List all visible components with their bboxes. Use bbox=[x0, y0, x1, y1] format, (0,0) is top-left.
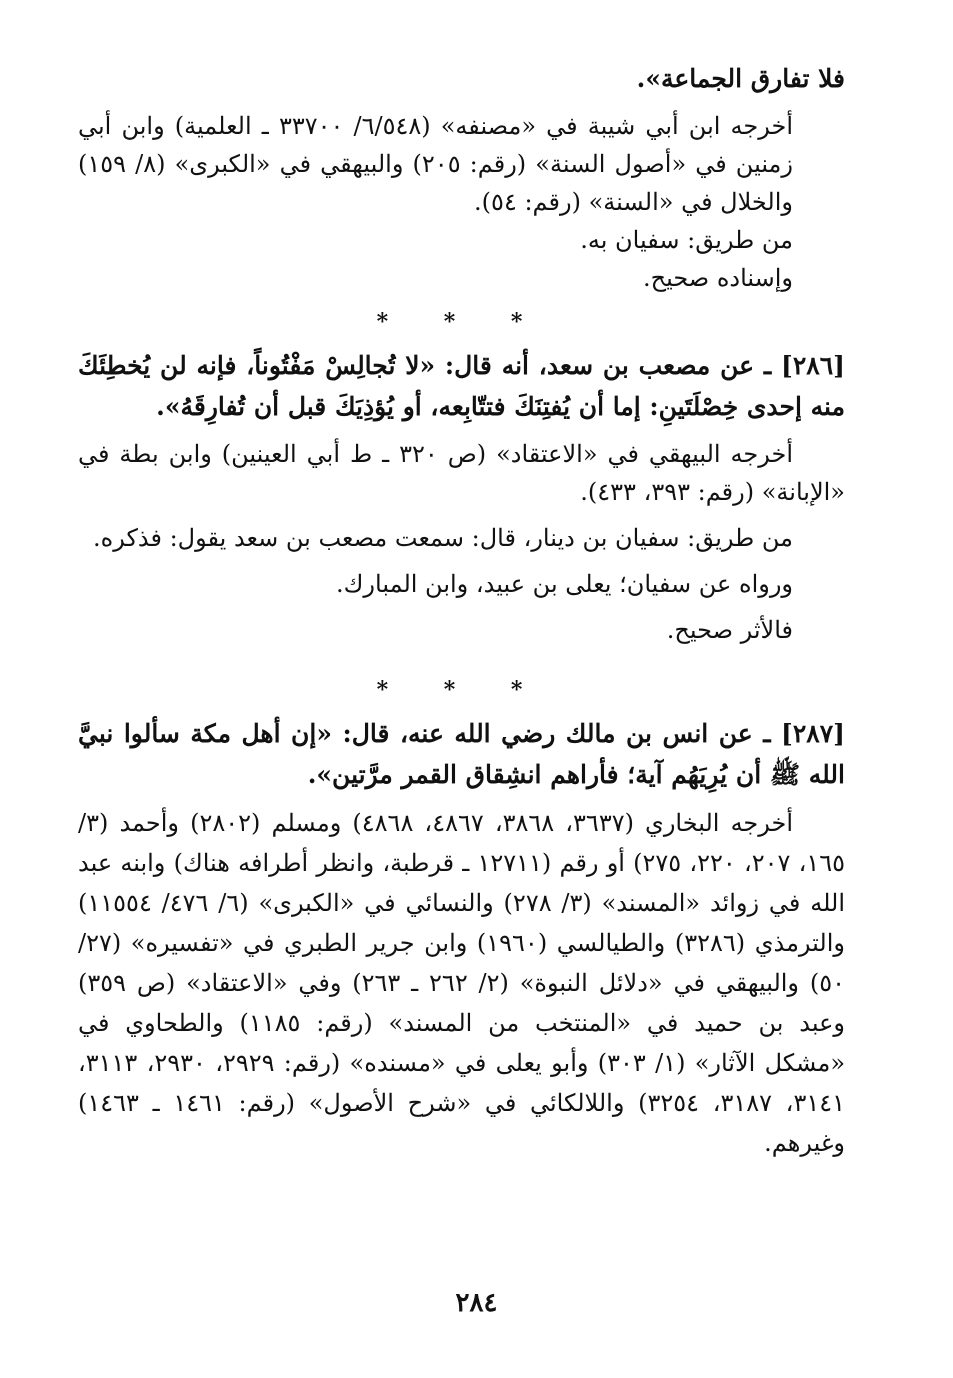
takhrij-paragraph: أخرجه ابن أبي شيبة في «مصنفه» (٦/٥٤٨/ ٣٣٧٠٠ ـ العلمية) وابن أبي زمنين في «أصول السنة» (رقم: ٢٠٥) والبيهقي في «الكبرى» (٨/ ١٥٩) والخلال في «السنة» (رقم: ٥٤). bbox=[78, 112, 794, 216]
takhrij-287: أخرجه البخاري (٣٦٣٧، ٣٨٦٨، ٤٨٦٧، ٤٨٦٨) ومسلم (٢٨٠٢) وأحمد (٣/ ١٦٥، ٢٠٧، ٢٢٠، ٢٧٥) أو رقم (١٢٧١١ ـ قرطبة، وانظر أطرافه هناك) وابنه عبد الله في زوائد «المسند» (٣/ ٢٧٨) والنسائي في «الكبرى» (٦/ ٤٧٦/ ١١٥٥٤) والترمذي (٣٢٨٦) والطيالسي (١٩٦٠) وابن جرير الطبري في «تفسيره» (٢٧/ ٥٠) والبيهقي في «دلائل النبوة» (٢/ ٢٦٢ ـ ٢٦٣) وفي «الاعتقاد» (ص ٣٥٩) وعبد بن حميد في «المنتخب من المسند» (رقم: ١١٨٥) والطحاوي في «مشكل الآثار» (١/ ٣٠٣) وأبو يعلى في «مسنده» (رقم: ٢٩٢٩، ٢٩٣٠، ٣١١٣، ٣١٤١، ٣١٨٧، ٣٢٥٤) واللالكائي في «شرح الأصول» (رقم: ١٤٦١ ـ ١٤٦٣) وغيرهم. bbox=[78, 809, 846, 1157]
athar-verdict-286: فالأثر صحيح. bbox=[666, 616, 793, 644]
rawahu-286: ورواه عن سفيان؛ يعلى بن عبيد، وابن المبارك. bbox=[336, 570, 793, 598]
isnad-line: وإسناده صحيح. bbox=[642, 264, 793, 292]
section-separator: * * * bbox=[376, 677, 547, 703]
tariq-line: من طريق: سفيان به. bbox=[580, 226, 793, 254]
section-separator: * * * bbox=[376, 309, 547, 335]
athar-286: [٢٨٦] ـ عن مصعب بن سعد، أنه قال: «لا تُجالِسْ مَفْتُوناً، فإنه لن يُخطِئَكَ منه إحدى خِصْلَتَينِ: إما أن يُفتِنَكَ فتتّابِعه، أو يُؤذِيَكَ قبل أن تُفارِقَهُ». bbox=[78, 351, 845, 421]
takhrij-286: أخرجه البيهقي في «الاعتقاد» (ص ٣٢٠ ـ ط أبي العينين) وابن بطة في «الإبانة» (رقم: ٣٩٣، ٤٣٣). bbox=[78, 440, 845, 506]
continued-quote: فلا تفارق الجماعة». bbox=[636, 64, 845, 93]
hadith-287: [٢٨٧] ـ عن انس بن مالك رضي الله عنه، قال: «إن أهل مكة سألوا نبيَّ الله ﷺ أن يُرِيَهُم آية؛ فأراهم انشِقاق القمر مرَّتين». bbox=[78, 719, 845, 789]
page-number: ٢٨٤ bbox=[455, 1288, 498, 1318]
tariq-286: من طريق: سفيان بن دينار، قال: سمعت مصعب بن سعد يقول: فذكره. bbox=[93, 524, 793, 552]
